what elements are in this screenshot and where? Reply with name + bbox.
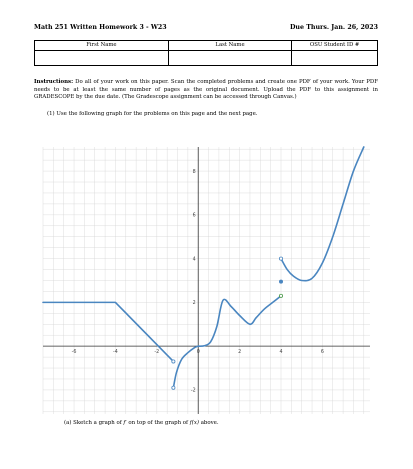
- part-a-suffix: above.: [200, 420, 219, 426]
- first-name-header: First Name: [35, 41, 169, 51]
- open-point: [172, 386, 175, 389]
- part-a-fx: f(x): [189, 420, 199, 426]
- y-tick-label: 6: [192, 213, 196, 219]
- x-tick-label: -6: [71, 350, 77, 356]
- y-tick-label: 2: [192, 301, 196, 307]
- student-id-header: OSU Student ID #: [292, 41, 378, 51]
- x-tick-label: 6: [320, 350, 324, 356]
- x-tick-label: 0: [196, 350, 200, 356]
- part-a-fprime: f′: [123, 420, 127, 426]
- y-tick-label: 4: [192, 257, 196, 263]
- course-title: Math 251 Written Homework 3 - W23: [34, 24, 167, 31]
- x-tick-label: -2: [154, 350, 160, 356]
- y-tick-label: -2: [190, 388, 196, 394]
- x-tick-label: -4: [113, 350, 118, 356]
- x-tick-label: 2: [238, 350, 242, 356]
- problem-1-text: (1) Use the following graph for the problems on this page and the next page.: [47, 111, 258, 117]
- instructions-label: Instructions:: [34, 79, 74, 85]
- open-point: [279, 294, 282, 297]
- open-point: [172, 360, 175, 363]
- y-tick-label: 8: [192, 169, 196, 175]
- curve-segment: [173, 346, 198, 388]
- instructions-text: Do all of your work on this paper. Scan the completed problems and create one PDF of your work. Your PDF needs to be at least the same number of pages as the original document. Upload the PDF to this assignment in GRADESCOPE by the due date. (The Gradescope assignment can be accessed through Canvas.): [34, 79, 378, 101]
- part-a-prefix: (a) Sketch a graph of: [64, 420, 122, 426]
- last-name-header: Last Name: [168, 41, 291, 51]
- part-a-middle: on top of the graph of: [128, 420, 188, 426]
- closed-point: [279, 280, 282, 283]
- open-point: [279, 257, 282, 260]
- part-a-text: [64, 420, 219, 426]
- due-date: Due Thurs. Jan. 26, 2023: [289, 24, 378, 31]
- x-tick-label: 4: [279, 350, 283, 356]
